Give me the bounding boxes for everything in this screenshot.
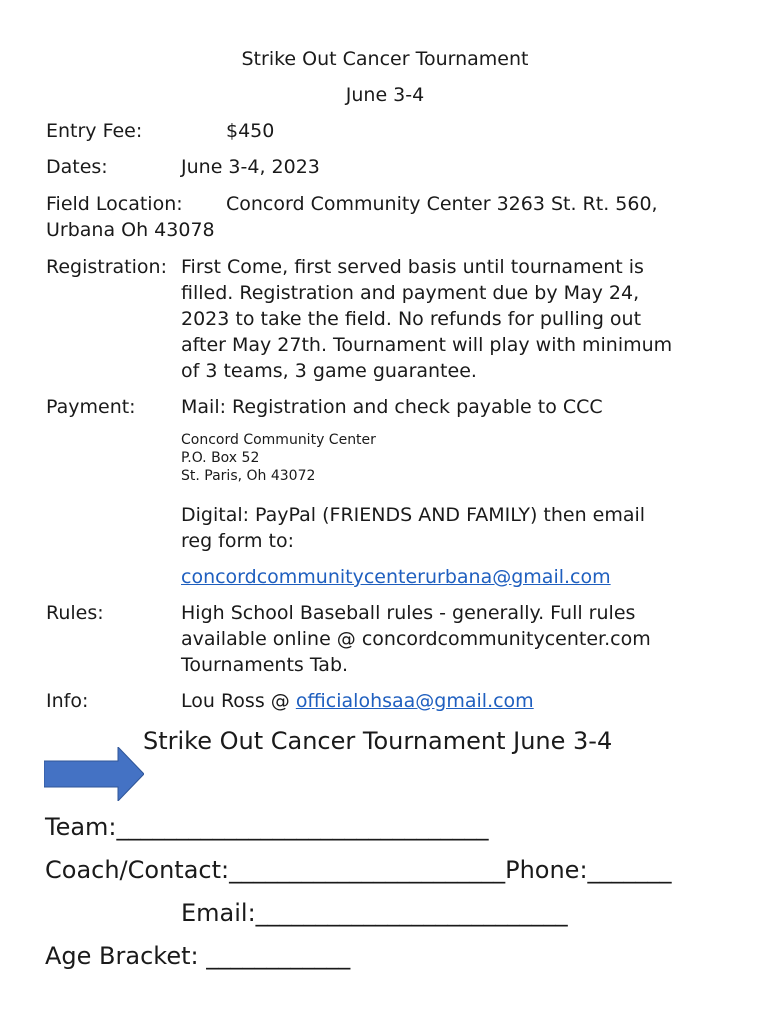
info-contact	[181, 688, 534, 714]
rules-line-3: Tournaments Tab.	[181, 654, 349, 676]
registration-line-2: filled. Registration and payment due by May 24,	[181, 282, 640, 304]
digital-payment-line2: reg form to:	[181, 530, 294, 552]
digital-email-link[interactable]: concordcommunitycenterurbana@gmail.com	[181, 566, 611, 588]
page-title: Strike Out Cancer Tournament	[241, 48, 529, 70]
mail-address-line-2: P.O. Box 52	[181, 450, 260, 466]
payment-mail-line: Mail: Registration and check payable to CCC	[181, 396, 603, 418]
field-location-line2: Urbana Oh 43078	[46, 219, 215, 241]
field-location-label: Field Location:	[46, 193, 183, 215]
digital-payment-line1: Digital: PayPal (FRIENDS AND FAMILY) then email	[181, 504, 646, 526]
registration-line-3: 2023 to take the field. No refunds for pulling out	[181, 308, 642, 330]
page-subtitle-dates: June 3-4	[345, 84, 425, 106]
rules-line-2: available online @ concordcommunitycenter.com	[181, 628, 651, 650]
coach-contact-phone-field[interactable]: Coach/Contact:_______________________Phone:_______	[45, 856, 672, 884]
email-field[interactable]: Email:__________________________	[181, 899, 568, 927]
field-location-line1: Concord Community Center 3263 St. Rt. 560,	[226, 193, 658, 215]
form-heading: Strike Out Cancer Tournament June 3-4	[143, 727, 613, 755]
entry-fee-label: Entry Fee:	[46, 120, 143, 142]
dates-label: Dates:	[46, 156, 108, 178]
dates-value: June 3-4, 2023	[181, 156, 320, 178]
info-contact-prefix: Lou Ross @	[181, 690, 296, 712]
rules-line-1: High School Baseball rules - generally. Full rules	[181, 602, 636, 624]
registration-line-4: after May 27th. Tournament will play with minimum	[181, 334, 673, 356]
registration-line-5: of 3 teams, 3 game guarantee.	[181, 360, 477, 382]
registration-label: Registration:	[46, 256, 167, 278]
mail-address-line-1: Concord Community Center	[181, 432, 376, 448]
age-bracket-field[interactable]: Age Bracket: ____________	[45, 942, 351, 970]
entry-fee-value: $450	[226, 120, 275, 142]
rules-label: Rules:	[46, 602, 104, 624]
right-arrow-icon	[44, 747, 144, 801]
team-field[interactable]: Team:_______________________________	[45, 813, 489, 841]
mail-address-line-3: St. Paris, Oh 43072	[181, 468, 316, 484]
info-label: Info:	[46, 690, 89, 712]
info-email-link[interactable]: officialohsaa@gmail.com	[295, 690, 534, 712]
registration-line-1: First Come, first served basis until tournament is	[181, 256, 644, 278]
payment-label: Payment:	[46, 396, 136, 418]
